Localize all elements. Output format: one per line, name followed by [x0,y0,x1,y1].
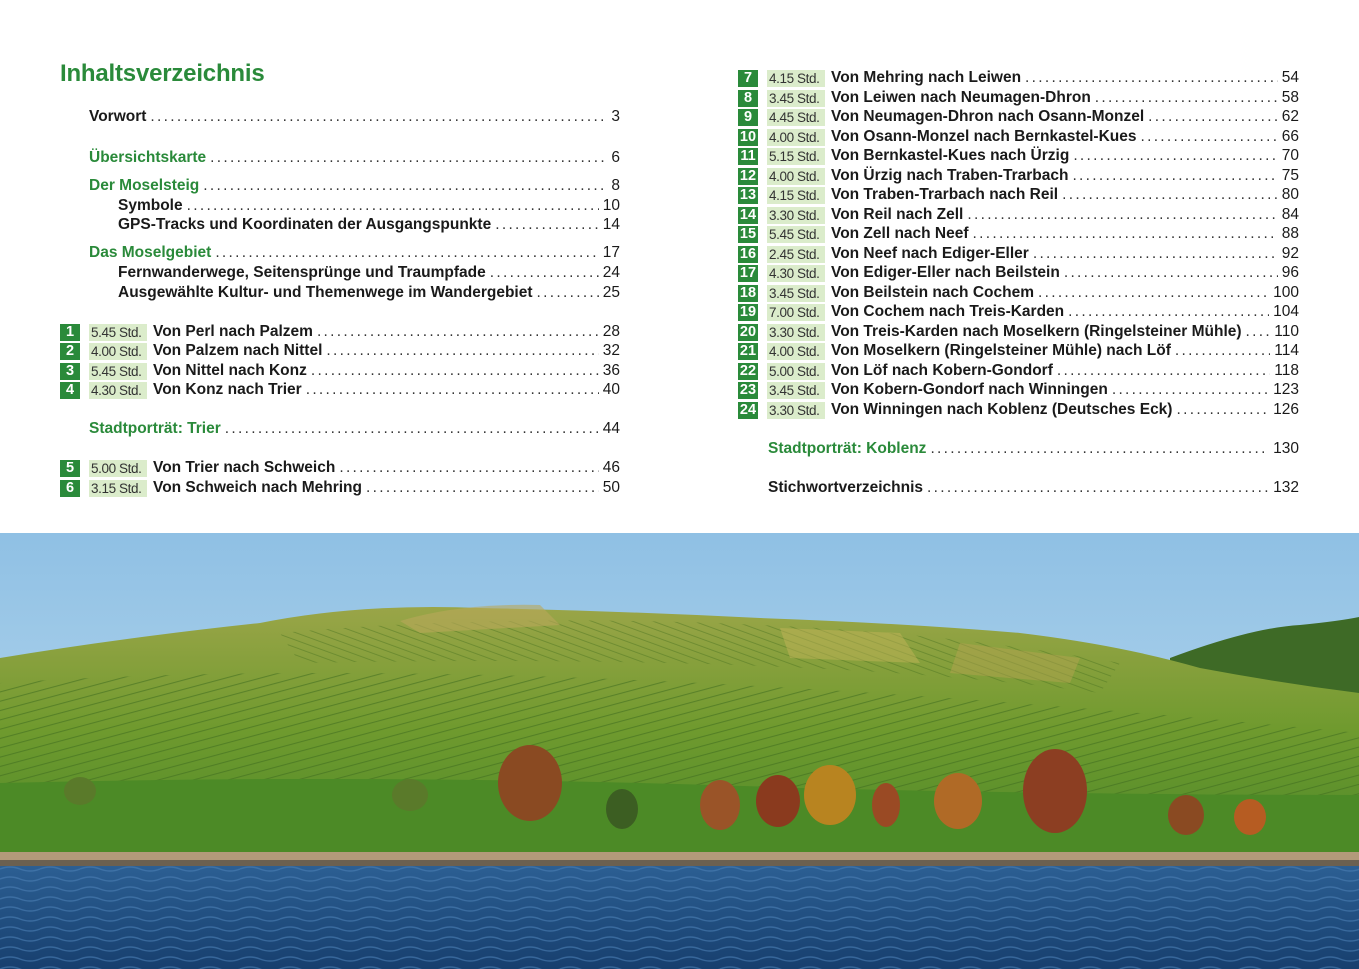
toc-entry-moselgebiet[interactable] [89,243,620,263]
tour-number-badge: 12 [739,167,757,184]
entry-label: Ausgewählte Kultur- und Themenwege im Wandergebiet [118,284,533,301]
tour-page: 32 [602,342,620,359]
tour-number-badge: 19 [739,303,757,320]
tour-page: 88 [1281,225,1299,242]
tour-duration: 4.15 Std. [767,187,825,204]
tour-duration: 4.00 Std. [89,343,147,360]
landscape-illustration [0,533,1359,969]
tour-duration: 3.30 Std. [767,207,825,224]
tour-number-badge: 24 [739,401,757,418]
entry-page: 24 [602,264,620,281]
tour-entry[interactable] [738,146,1299,166]
tour-page: 66 [1281,128,1299,145]
tour-title: Von Moselkern (Ringelsteiner Mühle) nach Löf [831,342,1171,359]
tour-number-badge: 6 [60,480,80,497]
tour-title: Von Kobern-Gondorf nach Winningen [831,381,1108,398]
tour-page: 84 [1281,206,1299,223]
tour-title: Von Osann-Monzel nach Bernkastel-Kues [831,128,1137,145]
tour-title: Von Mehring nach Leiwen [831,69,1022,86]
tour-duration: 2.45 Std. [767,246,825,263]
entry-page: 8 [611,177,620,194]
tour-duration: 4.15 Std. [767,70,825,87]
tour-entry[interactable] [60,478,620,498]
tour-duration: 4.30 Std. [767,265,825,282]
tour-title: Von Traben-Trarbach nach Reil [831,186,1059,203]
entry-label: Fernwanderwege, Seitensprünge und Traumpfade [118,264,486,281]
tour-page: 75 [1281,167,1299,184]
tour-duration: 5.45 Std. [89,324,147,341]
page-title: Inhaltsverzeichnis [60,60,265,87]
tour-title: Von Neumagen-Dhron nach Osann-Monzel [831,108,1145,125]
tour-title: Von Reil nach Zell [831,206,964,223]
tour-number-badge: 9 [738,109,758,126]
tour-page: 114 [1274,342,1299,359]
tour-entry[interactable] [738,68,1299,88]
entry-page: 10 [602,197,620,214]
tour-number-badge: 4 [60,382,80,399]
tour-page: 36 [602,362,620,379]
toc-entry-kulturwege[interactable] [118,283,620,303]
entry-page: 44 [602,420,620,437]
tour-entry[interactable] [738,88,1299,108]
tour-duration: 4.00 Std. [767,129,825,146]
tour-entry[interactable] [60,380,620,400]
entry-label: Vorwort [89,108,147,125]
tour-duration: 7.00 Std. [767,304,825,321]
tour-page: 100 [1273,284,1299,301]
tour-title: Von Löf nach Kobern-Gondorf [831,362,1053,379]
tour-duration: 4.00 Std. [767,168,825,185]
tour-duration: 5.45 Std. [767,226,825,243]
toc-entry-moselsteig[interactable] [89,176,620,196]
tour-entry[interactable] [738,302,1299,322]
tour-title: Von Bernkastel-Kues nach Ürzig [831,147,1070,164]
tour-duration: 5.15 Std. [767,148,825,165]
tour-duration: 3.30 Std. [767,324,825,341]
tour-title: Von Trier nach Schweich [153,459,336,476]
tour-page: 40 [602,381,620,398]
tour-page: 28 [602,323,620,340]
tour-entry[interactable] [738,107,1299,127]
vineyard-river-photo [0,533,1359,969]
tour-duration: 3.30 Std. [767,402,825,419]
tour-title: Von Neef nach Ediger-Eller [831,245,1029,262]
tour-title: Von Zell nach Neef [831,225,969,242]
tour-title: Von Ediger-Eller nach Beilstein [831,264,1060,281]
tour-number-badge: 11 [738,148,758,165]
tour-duration: 5.00 Std. [89,460,147,477]
tour-duration: 3.45 Std. [767,285,825,302]
tour-number-badge: 18 [739,284,757,301]
tour-entry[interactable] [738,224,1299,244]
entry-page: 6 [611,149,620,166]
tour-entry[interactable] [60,341,620,361]
entry-page: 14 [602,216,620,233]
tour-page: 126 [1273,401,1299,418]
tour-entry[interactable] [738,322,1299,342]
tour-page: 50 [602,479,620,496]
tour-number-badge: 5 [60,460,80,477]
tour-duration: 4.00 Std. [767,343,825,360]
entry-label: Der Moselsteig [89,177,200,194]
tour-page: 96 [1281,264,1299,281]
tour-number-badge: 21 [739,342,757,359]
toc-entry-stadtportraet-koblenz[interactable] [768,439,1299,459]
tour-entry[interactable] [738,185,1299,205]
toc-entry-fernwanderwege[interactable] [118,263,620,283]
tour-number-badge: 13 [739,186,757,203]
tour-entry[interactable] [738,380,1299,400]
tour-number-badge: 20 [739,323,757,340]
tour-duration: 3.45 Std. [767,382,825,399]
entry-label: Stichwortverzeichnis [768,479,924,496]
entry-label: GPS-Tracks und Koordinaten der Ausgangspunkte [118,216,492,233]
tour-entry[interactable] [738,283,1299,303]
entry-page: 17 [602,244,620,261]
tour-page: 104 [1273,303,1299,320]
tour-number-badge: 15 [739,225,757,242]
tour-page: 58 [1281,89,1299,106]
entry-page: 3 [611,108,620,125]
tour-duration: 5.00 Std. [767,363,825,380]
entry-label: Übersichtskarte [89,149,207,166]
tour-number-badge: 10 [739,128,757,145]
tour-entry[interactable] [738,127,1299,147]
toc-entry-symbole[interactable] [118,196,620,216]
tour-title: Von Schweich nach Mehring [153,479,362,496]
tour-title: Von Leiwen nach Neumagen-Dhron [831,89,1091,106]
entry-label: Stadtporträt: Koblenz [768,440,927,457]
toc-entry-uebersichtskarte[interactable] [89,148,620,168]
tour-duration: 5.45 Std. [89,363,147,380]
toc-entry-stadtportraet-trier[interactable] [89,419,620,439]
entry-label: Das Moselgebiet [89,244,212,261]
tour-page: 80 [1281,186,1299,203]
tour-number-badge: 8 [738,90,758,107]
entry-label: Stadtporträt: Trier [89,420,221,437]
tour-number-badge: 16 [739,245,757,262]
tour-number-badge: 2 [60,343,80,360]
tour-page: 123 [1273,381,1299,398]
tour-entry[interactable] [738,341,1299,361]
tour-page: 46 [602,459,620,476]
tour-page: 70 [1281,147,1299,164]
tour-entry[interactable] [738,400,1299,420]
tour-title: Von Cochem nach Treis-Karden [831,303,1065,320]
toc-entry-vorwort[interactable] [89,107,620,127]
entry-label: Symbole [118,197,183,214]
entry-page: 132 [1273,479,1299,496]
tour-duration: 3.45 Std. [767,90,825,107]
tour-title: Von Palzem nach Nittel [153,342,323,359]
tour-number-badge: 1 [60,324,80,341]
tour-page: 110 [1274,323,1299,340]
tour-duration: 3.15 Std. [89,480,147,497]
tour-page: 118 [1274,362,1299,379]
entry-page: 25 [602,284,620,301]
tour-title: Von Treis-Karden nach Moselkern (Ringelsteiner Mühle) [831,323,1242,340]
tour-duration: 4.30 Std. [89,382,147,399]
tour-number-badge: 17 [739,264,757,281]
tour-entry[interactable] [738,244,1299,264]
tour-number-badge: 23 [739,381,757,398]
tour-entry[interactable] [738,263,1299,283]
tour-title: Von Ürzig nach Traben-Trarbach [831,167,1069,184]
tour-duration: 4.45 Std. [767,109,825,126]
tour-title: Von Winningen nach Koblenz (Deutsches Eck) [831,401,1173,418]
tour-title: Von Konz nach Trier [153,381,302,398]
tour-number-badge: 14 [739,206,757,223]
tour-number-badge: 22 [739,362,757,379]
tour-number-badge: 3 [60,363,80,380]
tour-title: Von Perl nach Palzem [153,323,313,340]
tour-entry[interactable] [60,322,620,342]
toc-entry-gps-tracks[interactable] [118,215,620,235]
tour-number-badge: 7 [738,70,758,87]
tour-page: 92 [1281,245,1299,262]
tour-title: Von Nittel nach Konz [153,362,307,379]
tour-entry[interactable] [738,361,1299,381]
entry-page: 130 [1273,440,1299,457]
toc-entry-stichwortverzeichnis[interactable] [768,478,1299,498]
tour-entry[interactable] [738,205,1299,225]
tour-entry[interactable] [738,166,1299,186]
tour-entry[interactable] [60,458,620,478]
tour-entry[interactable] [60,361,620,381]
tour-page: 54 [1281,69,1299,86]
tour-title: Von Beilstein nach Cochem [831,284,1034,301]
tour-page: 62 [1281,108,1299,125]
